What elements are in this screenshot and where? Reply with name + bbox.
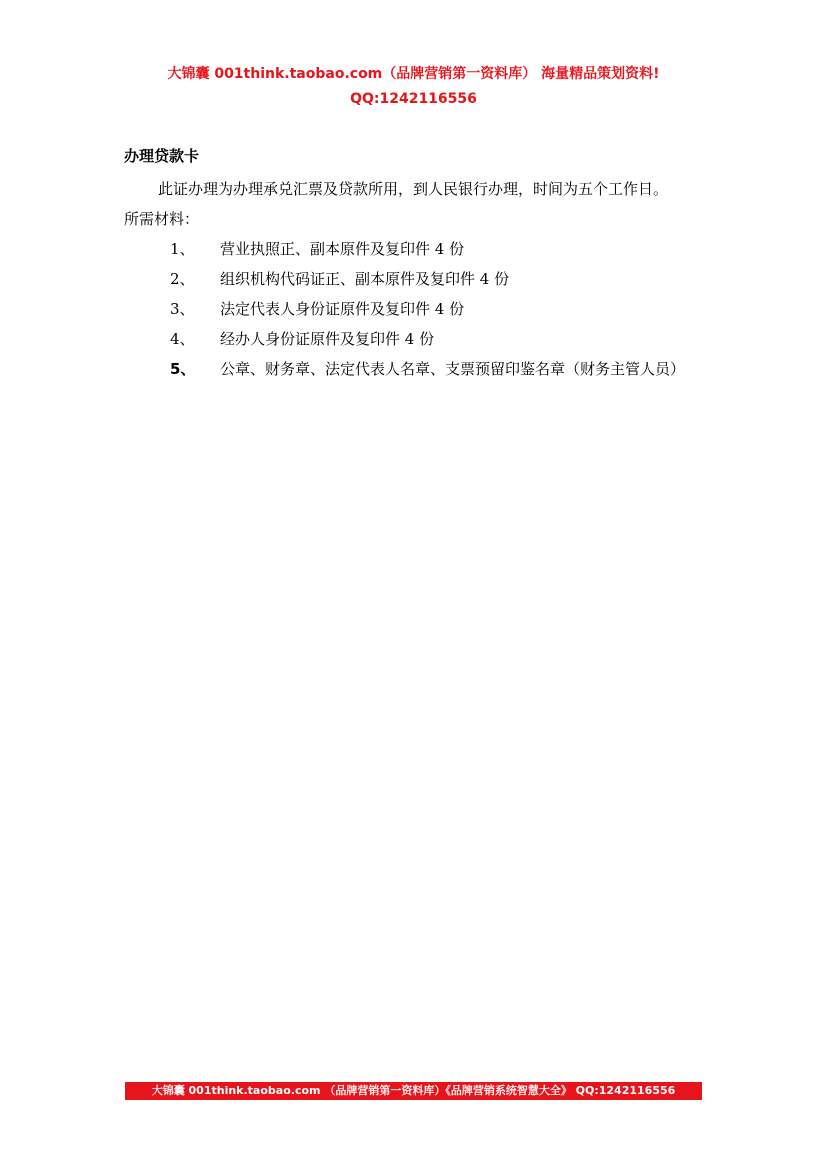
list-item	[124, 234, 704, 264]
page-header	[0, 62, 827, 112]
list-item-text: 公章、财务章、法定代表人名章、支票预留印鉴名章（财务主管人员）	[220, 360, 686, 378]
materials-list	[124, 234, 704, 384]
list-item-number: 4、	[170, 330, 195, 348]
list-item-text: 经办人身份证原件及复印件 4 份	[220, 330, 435, 348]
list-item-number: 5、	[170, 360, 196, 378]
list-item-number: 1、	[170, 240, 195, 258]
list-item	[124, 294, 704, 324]
list-item-number: 2、	[170, 270, 195, 288]
document-body	[124, 144, 704, 384]
header-promo-line: 大锦囊 001think.taobao.com（品牌营销第一资料库） 海量精品策划资料!	[167, 66, 660, 82]
header-qq-line: QQ:1242116556	[350, 91, 477, 107]
document-title: 办理贷款卡	[124, 147, 200, 165]
materials-label: 所需材料：	[124, 210, 200, 228]
intro-paragraph: 此证办理为办理承兑汇票及贷款所用，到人民银行办理，时间为五个工作日。	[158, 180, 669, 198]
list-item-text: 组织机构代码证正、副本原件及复印件 4 份	[220, 270, 510, 288]
list-item	[124, 324, 704, 354]
list-item-number: 3、	[170, 300, 195, 318]
list-item-text: 营业执照正、副本原件及复印件 4 份	[220, 240, 465, 258]
list-item	[124, 354, 704, 384]
page-footer-banner: 大锦囊 001think.taobao.com （品牌营销第一资料库）《品牌营销系统智慧大全》 QQ:1242116556	[125, 1082, 702, 1100]
list-item-text: 法定代表人身份证原件及复印件 4 份	[220, 300, 465, 318]
list-item	[124, 264, 704, 294]
